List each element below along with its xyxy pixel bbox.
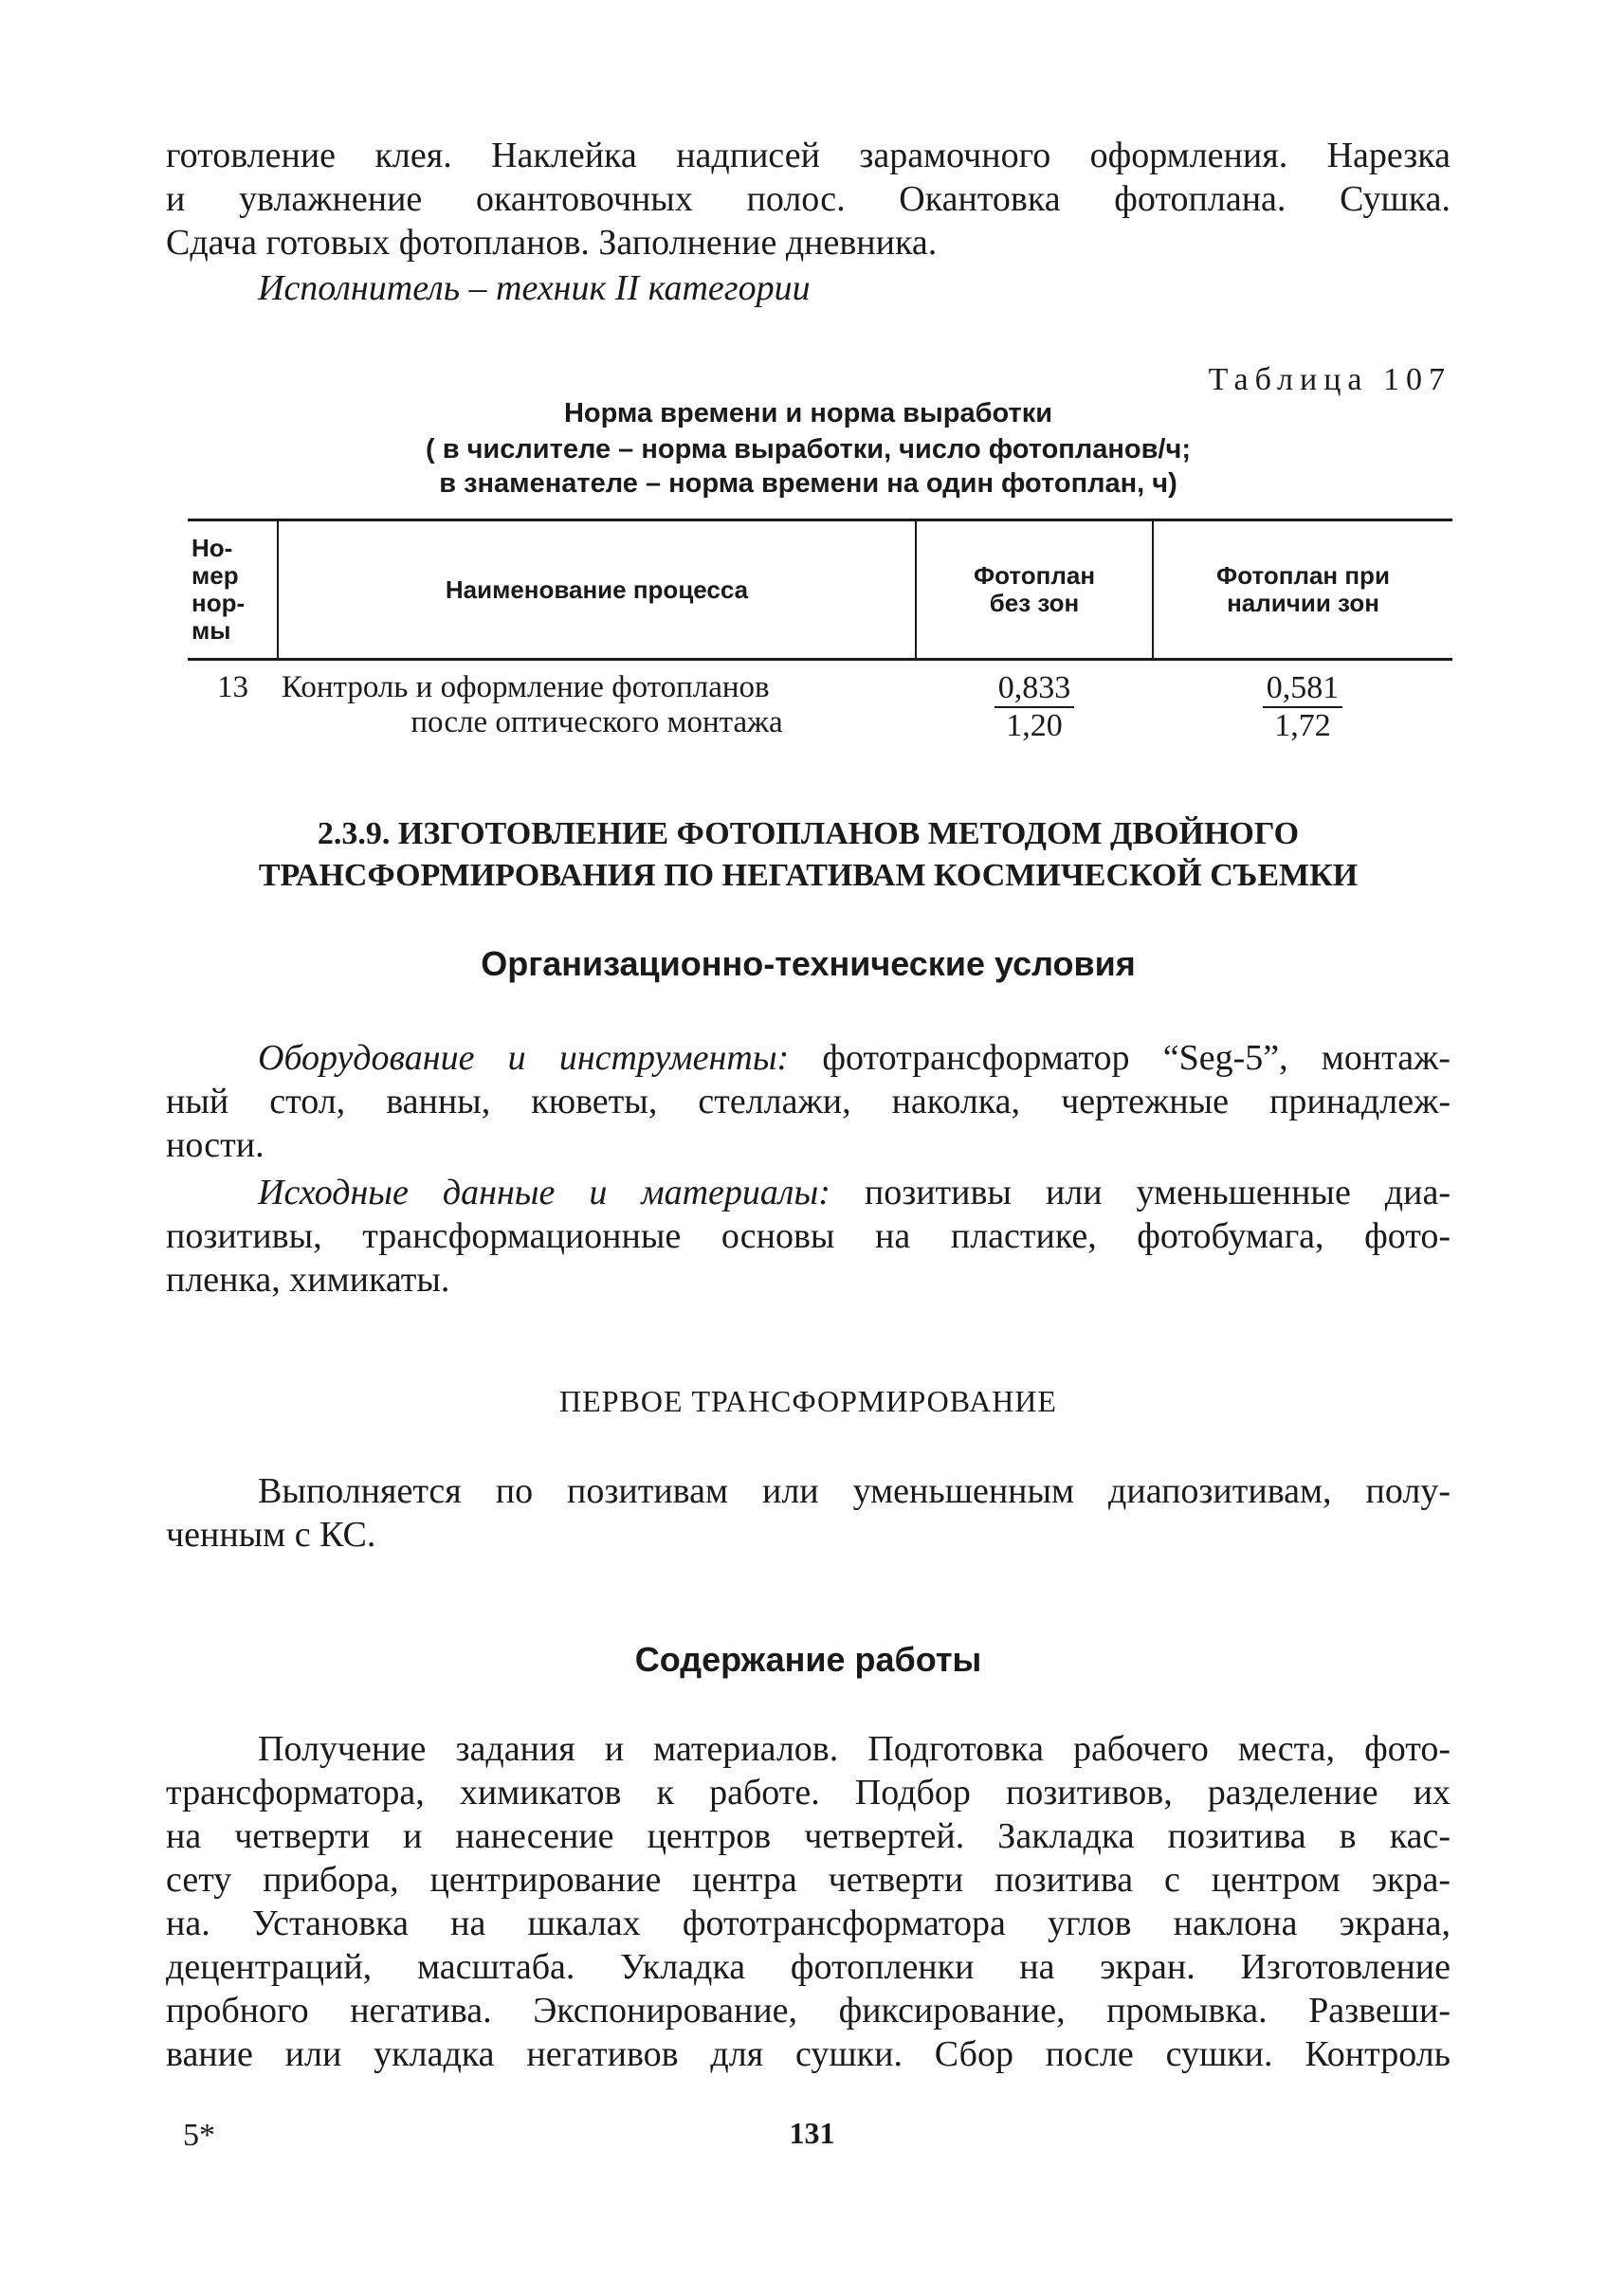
equipment-line: ности. [166,1125,265,1165]
equipment-text: фототрансформатор “Seg-5”, монтаж- [789,1038,1451,1078]
first-transform-line: Выполняется по позитивам или уменьшенным диапозитивам, полу- [258,1471,1451,1511]
section-heading [166,813,1451,897]
header-no-zones: Фотоплан без зон [916,520,1153,660]
materials-line [166,1171,1451,1214]
signature-mark: 5* [183,2118,215,2153]
cell-process [278,660,916,746]
fraction-numerator: 0,833 [994,670,1075,708]
work-line: Получение задания и материалов. Подготовка рабочего места, фото- [258,1729,1451,1769]
process-line: Контроль и оформление фотопланов [282,670,770,704]
header-number: Но- мер нор- мы [192,534,246,645]
work-content-paragraph [166,1727,1451,2076]
subheading: Организационно-технические условия [481,944,1136,983]
equipment-line: ный стол, ванны, кюветы, стеллажи, наколка, чертежные принадлеж- [166,1082,1451,1121]
fraction-numerator: 0,581 [1263,670,1343,708]
materials-line: пленка, химикаты. [166,1260,450,1300]
process-line: после оптического монтажа [411,705,783,739]
norm-table [188,519,1452,745]
table-label: Таблица 107 [1208,362,1451,397]
executor-line: Исполнитель – техник II категории [258,268,811,308]
intro-paragraph [166,134,1451,264]
work-content-heading: Содержание работы [634,1640,982,1679]
work-line: на четверти и нанесение центров четвертей. Закладка позитива в кас- [166,1816,1451,1856]
equipment-label: Оборудование и инструменты: [258,1038,790,1078]
header-with-zones: Фотоплан при наличии зон [1153,520,1452,660]
work-line: вание или укладка негативов для сушки. Сбор после сушки. Контроль [166,2034,1451,2074]
work-line: пробного негатива. Экспонирование, фиксирование, промывка. Развеши- [166,1991,1451,2031]
materials-line: позитивы, трансформационные основы на пластике, фотобумага, фото- [166,1216,1451,1256]
equipment-paragraph [166,1036,1451,1167]
page-number: 131 [789,2116,835,2150]
first-transform-line: ченным с КС. [166,1515,376,1555]
materials-label: Исходные данные и материалы: [258,1173,830,1212]
equipment-line [166,1036,1451,1080]
section-heading-line: 2.3.9. ИЗГОТОВЛЕНИЕ ФОТОПЛАНОВ МЕТОДОМ ДВОЙНОГО [317,816,1300,851]
fraction-denominator: 1,72 [1274,708,1331,743]
table-subtitle: в знаменателе – норма времени на один фотоплан, ч) [439,468,1177,499]
first-transform-heading: ПЕРВОЕ ТРАНСФОРМИРОВАНИЕ [559,1384,1057,1418]
cell-no-zones [916,660,1153,746]
fraction-denominator: 1,20 [1006,708,1063,743]
materials-paragraph [166,1171,1451,1302]
header-process: Наименование процесса [278,520,916,660]
section-heading-line: ТРАНСФОРМИРОВАНИЯ ПО НЕГАТИВАМ КОСМИЧЕСКОЙ СЪЕМКИ [258,858,1359,893]
cell-number: 13 [217,670,248,704]
intro-line: Сдача готовых фотопланов. Заполнение дневника. [166,223,938,263]
work-line: на. Установка на шкалах фототрансформатора углов наклона экрана, [166,1903,1451,1943]
work-line: трансформатора, химикатов к работе. Подбор позитивов, разделение их [166,1773,1451,1812]
first-transform-paragraph [166,1469,1451,1557]
intro-line: готовление клея. Наклейка надписей зарамочного оформления. Нарезка [166,136,1451,175]
work-line: сету прибора, центрирование центра четверти позитива с центром экра- [166,1860,1451,1900]
work-line: децентраций, масштаба. Укладка фотопленки на экран. Изготовление [166,1947,1451,1987]
table-subtitle: ( в числителе – норма выработки, число фотопланов/ч; [425,434,1191,464]
materials-text: позитивы или уменьшенные диа- [830,1173,1451,1212]
table-title: Норма времени и норма выработки [563,398,1053,428]
table-row [188,660,1452,746]
intro-line: и увлажнение окантовочных полос. Окантовка фотоплана. Сушка. [166,179,1451,219]
cell-with-zones [1153,660,1452,746]
